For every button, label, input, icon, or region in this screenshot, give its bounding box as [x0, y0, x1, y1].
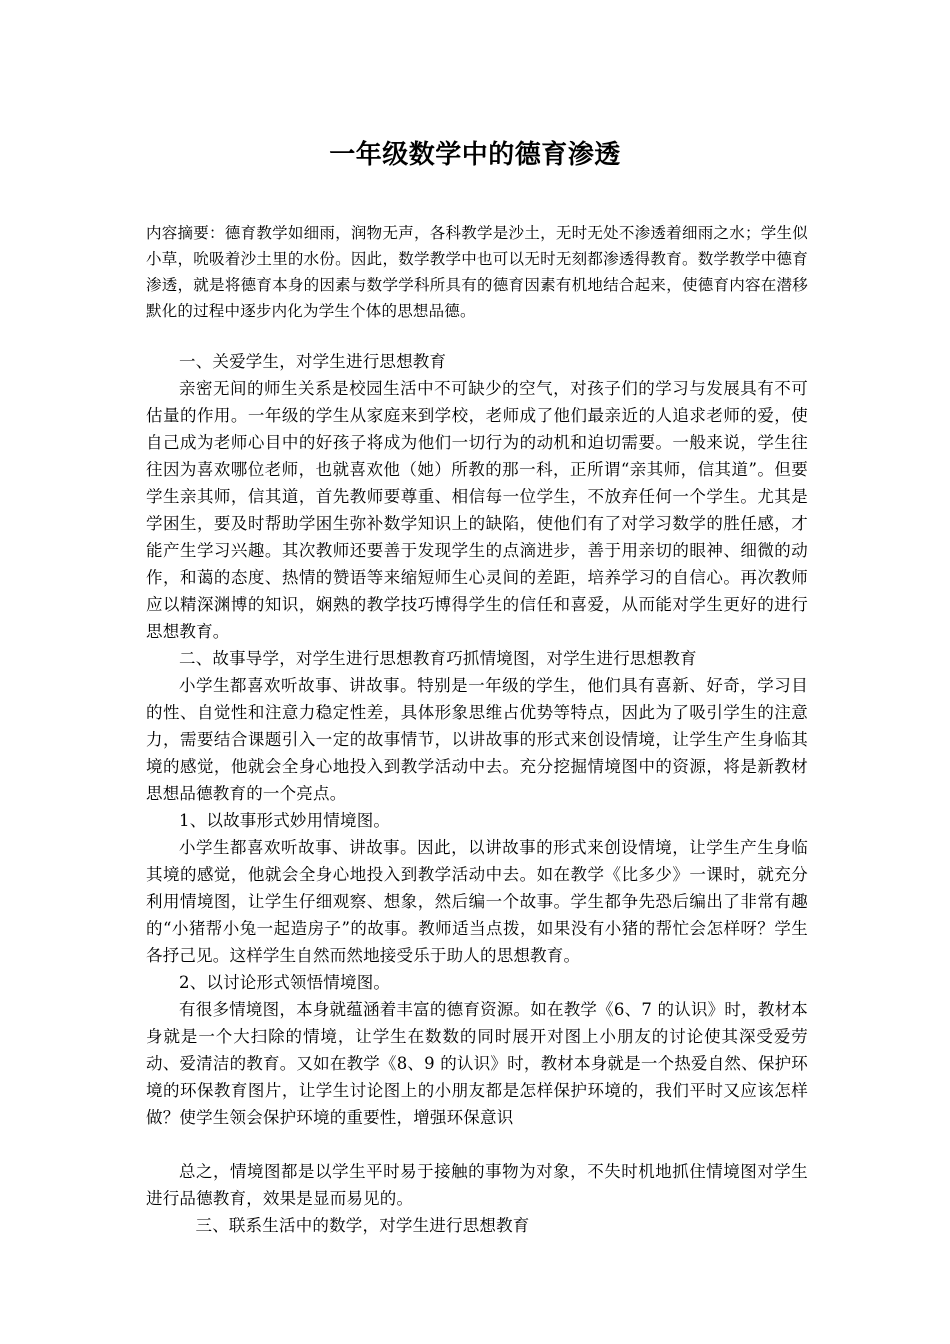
section-3-heading: 三、联系生活中的数学，对学生进行思想教育 — [195, 1216, 530, 1235]
blank-line — [146, 1131, 808, 1158]
abstract-paragraph: 内容摘要：德育教学如细雨，润物无声，各科教学是沙土，无时无处不渗透着细雨之水；学生似小草，吮吸着沙土里的水份。因此，数学教学中也可以无时无刻都渗透得教育。数学教学中德育渗透，就是将德育本身的因素与数学学科所具有的德育因素有机地结合起来，使德育内容在潜移默化的过程中逐步内化为学生个体的思想品德。 — [146, 224, 808, 320]
subsection-1-heading: 1、以故事形式妙用情境图。 — [179, 811, 391, 830]
subsection-1-paragraph: 小学生都喜欢听故事、讲故事。因此，以讲故事的形式来创设情境，让学生产生身临其境的感觉，他就会全身心地投入到教学活动中去。如在教学《比多少》一课时，就充分利用情境图，让学生仔细观察、想象，然后编一个故事。学生都争先恐后编出了非常有趣的“小猪帮小兔一起造房子”的故事。教师适当点拨，如果没有小猪的帮忙会怎样呀？学生各抒己见。这样学生自然而然地接受乐于助人的思想教育。 — [146, 838, 808, 965]
document-body — [146, 348, 808, 1239]
section-2-heading: 二、故事导学，对学生进行思想教育巧抓情境图，对学生进行思想教育 — [179, 649, 697, 668]
section-2-paragraph-1: 小学生都喜欢听故事、讲故事。特别是一年级的学生，他们具有喜新、好奇，学习目的性、自觉性和注意力稳定性差，具体形象思维占优势等特点，因此为了吸引学生的注意力，需要结合课题引入一定的故事情节，以讲故事的形式来创设情境，让学生产生身临其境的感觉，他就会全身心地投入到教学活动中去。充分挖掘情境图中的资源，将是新教材思想品德教育的一个亮点。 — [146, 676, 808, 803]
document-title: 一年级数学中的德育渗透 — [329, 140, 621, 170]
section-1-paragraph: 亲密无间的师生关系是校园生活中不可缺少的空气，对孩子们的学习与发展具有不可估量的作用。一年级的学生从家庭来到学校，老师成了他们最亲近的人追求老师的爱，使自己成为老师心目中的好孩子将成为他们一切行为的动机和迫切需要。一般来说，学生往往因为喜欢哪位老师，也就喜欢他（她）所教的那一科，正所谓“亲其师，信其道”。但要学生亲其师，信其道，首先教师要尊重、相信每一位学生，不放弃任何一个学生。尤其是学困生，要及时帮助学困生弥补数学知识上的缺陷，使他们有了对学习数学的胜任感，才能产生学习兴趣。其次教师还要善于发现学生的点滴进步，善于用亲切的眼神、细微的动作，和蔼的态度、热情的赞语等来缩短师生心灵间的差距，培养学习的自信心。再次教师应以精深渊博的知识，娴熟的教学技巧博得学生的信任和喜爱，从而能对学生更好的进行思想教育。 — [146, 379, 808, 641]
section-1-heading: 一、关爱学生，对学生进行思想教育 — [179, 352, 447, 371]
subsection-2-heading: 2、以讨论形式领悟情境图。 — [179, 973, 391, 992]
subsection-2-paragraph: 有很多情境图，本身就蕴涵着丰富的德育资源。如在教学《6、7 的认识》时，教材本身就是一个大扫除的情境，让学生在数数的同时展开对图上小朋友的讨论使其深受爱劳动、爱清洁的教育。又如在教学《8、9 的认识》时，教材本身就是一个热爱自然、保护环境的环保教育图片，让学生讨论图上的小朋友都是怎样保护环境的，我们平时又应该怎样做？使学生领会保护环境的重要性，增强环保意识 — [146, 1000, 808, 1127]
summary-paragraph: 总之，情境图都是以学生平时易于接触的事物为对象，不失时机地抓住情境图对学生进行品德教育，效果是显而易见的。 — [146, 1162, 808, 1208]
